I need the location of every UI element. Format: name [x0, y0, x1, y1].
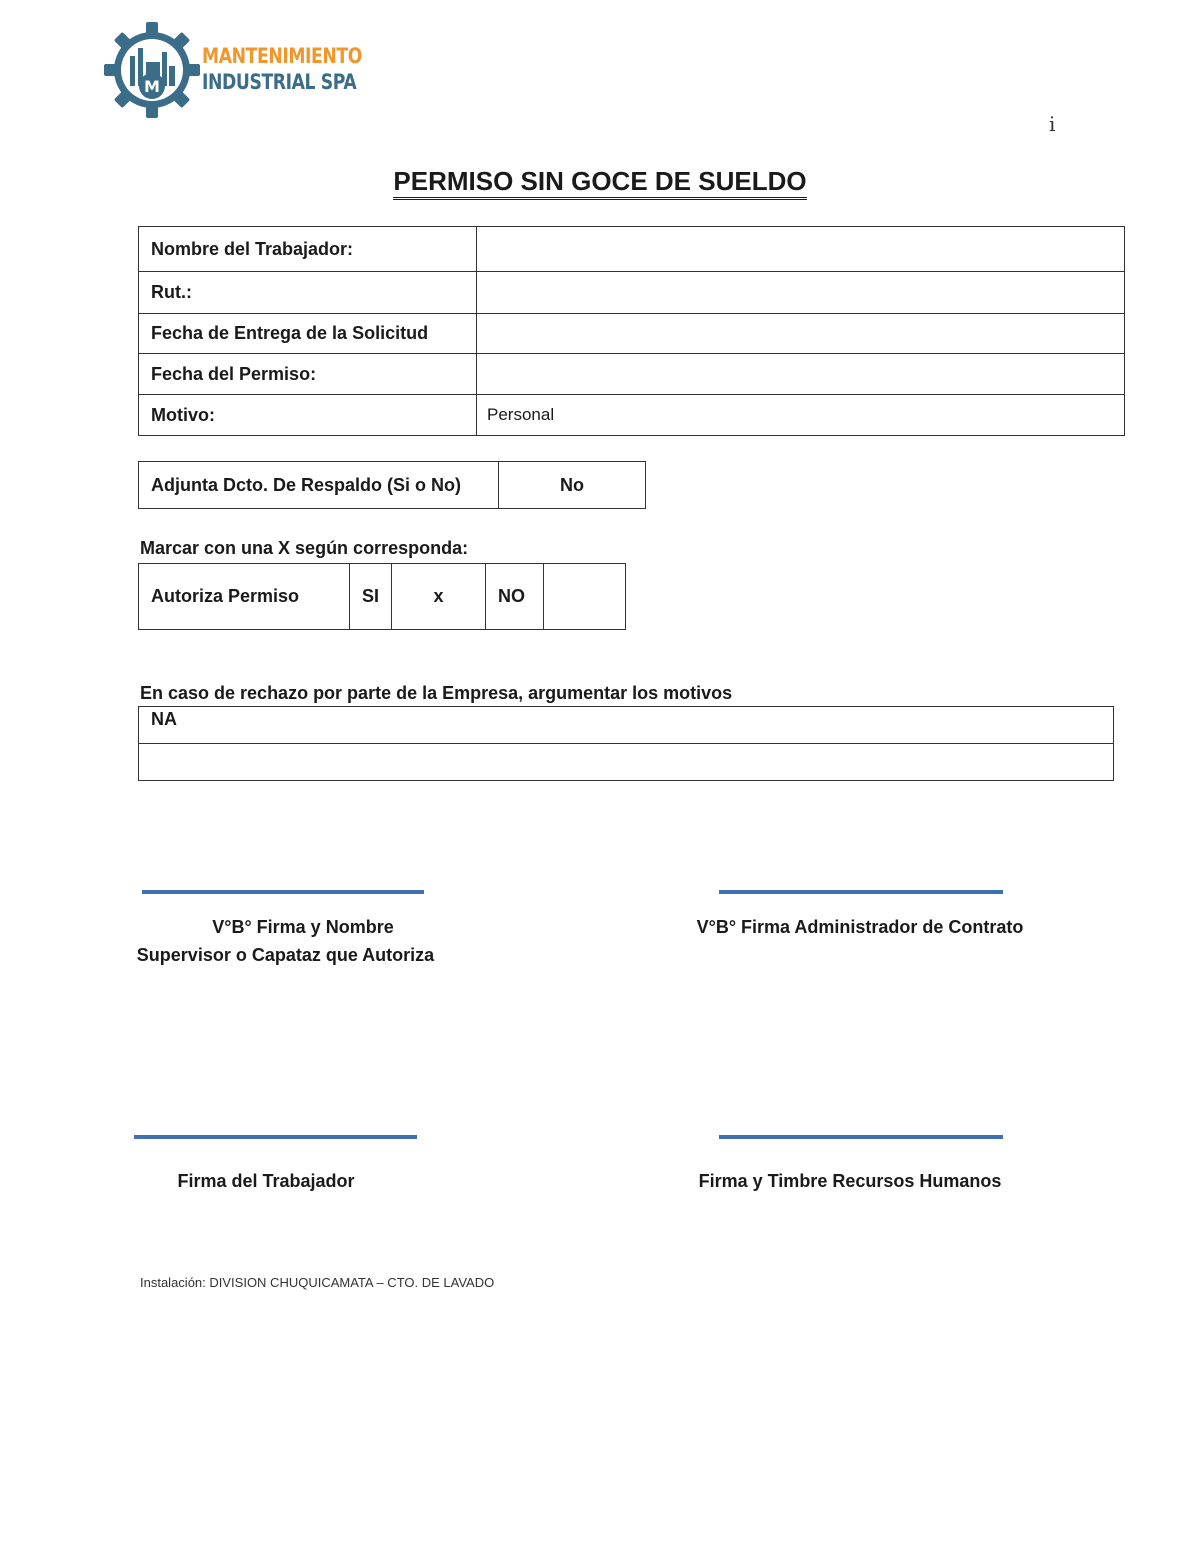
rejection-line-1[interactable]: NA: [139, 707, 1114, 744]
attachment-label: Adjunta Dcto. De Respaldo (Si o No): [139, 462, 499, 509]
field-value-fecha-entrega[interactable]: [477, 314, 1125, 354]
worker-info-table: [138, 226, 1125, 436]
table-row: [139, 707, 1114, 744]
table-row: [139, 395, 1125, 436]
field-value-fecha-permiso[interactable]: [477, 354, 1125, 395]
logo-text-line1: MANTENIMIENTO: [202, 44, 362, 68]
document-title-text: PERMISO SIN GOCE DE SUELDO: [393, 166, 806, 200]
company-logo: [104, 22, 362, 120]
supervisor-signature-label: [128, 913, 478, 969]
rejection-table: [138, 706, 1114, 781]
table-row: [139, 744, 1114, 781]
field-label-nombre: Nombre del Trabajador:: [139, 227, 477, 272]
worker-signature-label: Firma del Trabajador: [177, 1171, 355, 1191]
hr-signature-line: [719, 1135, 1003, 1139]
field-value-nombre[interactable]: [477, 227, 1125, 272]
table-row: [139, 314, 1125, 354]
supervisor-signature-line: [142, 890, 424, 894]
authorization-label: Autoriza Permiso: [139, 564, 350, 630]
field-label-rut: Rut.:: [139, 272, 477, 314]
table-row: [139, 462, 646, 509]
document-title: [0, 166, 1200, 197]
field-label-fecha-entrega: Fecha de Entrega de la Solicitud: [139, 314, 477, 354]
attachment-table: [138, 461, 646, 509]
rejection-line-2[interactable]: [139, 744, 1114, 781]
supervisor-signature-line1: V°B° Firma y Nombre: [212, 917, 394, 937]
logo-text-line2: INDUSTRIAL SPA: [202, 70, 357, 94]
administrator-signature-line: [719, 890, 1003, 894]
attachment-value[interactable]: No: [499, 462, 646, 509]
worker-signature-line: [134, 1135, 417, 1139]
si-checkbox-cell[interactable]: x: [392, 564, 486, 630]
field-value-rut[interactable]: [477, 272, 1125, 314]
rejection-label: En caso de rechazo por parte de la Empresa, argumentar los motivos: [140, 683, 733, 703]
gear-factory-icon: [104, 22, 200, 118]
table-row: [139, 227, 1125, 272]
page-marker: i: [1049, 112, 1056, 136]
field-label-fecha-permiso: Fecha del Permiso:: [139, 354, 477, 395]
no-checkbox-cell[interactable]: [544, 564, 626, 630]
svg-text:M: M: [144, 77, 160, 96]
field-label-motivo: Motivo:: [139, 395, 477, 436]
field-value-motivo[interactable]: Personal: [477, 395, 1125, 436]
mark-instruction: Marcar con una X según corresponda:: [140, 538, 469, 558]
si-label: SI: [350, 564, 392, 630]
table-row: [139, 272, 1125, 314]
table-row: [139, 564, 626, 630]
hr-signature-label: Firma y Timbre Recursos Humanos: [698, 1171, 1002, 1191]
supervisor-signature-line2: Supervisor o Capataz que Autoriza: [136, 945, 435, 965]
no-label: NO: [486, 564, 544, 630]
administrator-signature-label: V°B° Firma Administrador de Contrato: [696, 917, 1024, 937]
table-row: [139, 354, 1125, 395]
authorization-table: [138, 563, 626, 630]
installation-footer: Instalación: DIVISION CHUQUICAMATA – CTO. DE LAVADO: [140, 1275, 495, 1290]
